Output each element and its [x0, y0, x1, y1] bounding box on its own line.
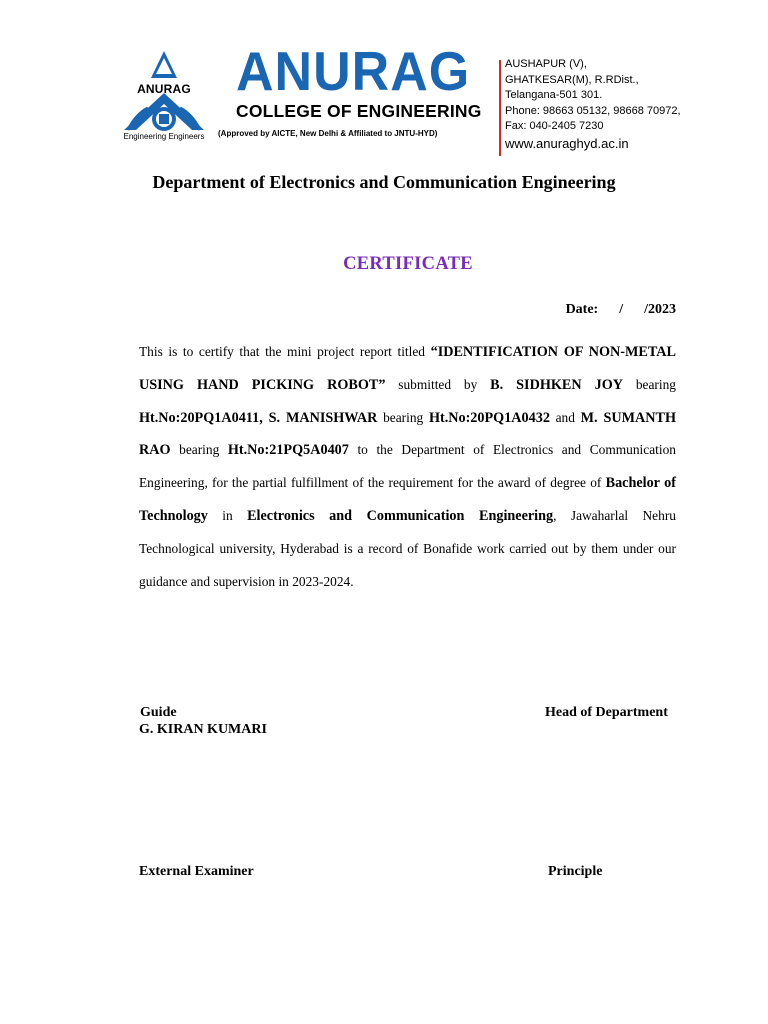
guide-label: Guide: [140, 705, 177, 720]
college-brand: [236, 41, 482, 122]
hall-ticket-number: Ht.No:20PQ1A0432: [428, 409, 550, 426]
address-line: Phone: 98663 05132, 98668 70972,: [505, 104, 681, 117]
principal-label: Principle: [548, 864, 603, 879]
college-emblem: [114, 48, 214, 144]
body-text: , Jawaharlal Nehru Technological university, Hyderabad is a record of Bonafide work carried out by them under our guidance and supervision in 2023-2024.: [139, 507, 676, 589]
address-line: AUSHAPUR (V),: [505, 58, 587, 70]
body-text: in: [207, 507, 248, 523]
hod-label: Head of Department: [545, 705, 668, 720]
body-text: bearing: [377, 409, 429, 425]
address-line: GHATKESAR(M), R.RDist.,: [505, 73, 639, 86]
certificate-title: CERTIFICATE: [343, 254, 473, 274]
body-text: bearing: [623, 376, 676, 392]
date-line: Date: / /2023: [565, 302, 676, 317]
address-line: Fax: 040-2405 7230: [505, 120, 604, 132]
department-heading: Department of Electronics and Communication Engineering: [152, 172, 616, 192]
college-subtitle: COLLEGE OF ENGINEERING: [236, 101, 482, 121]
body-text: This is to certify that the mini project report titled: [139, 344, 431, 359]
address-line: Telangana-501 301.: [505, 89, 603, 101]
hall-ticket-number: Ht.No:21PQ5A0407: [227, 442, 349, 459]
body-text: bearing: [170, 442, 228, 458]
student-name: M. SUMANTH RAO: [139, 409, 676, 459]
college-name: ANURAG: [236, 41, 471, 103]
project-title: “IDENTIFICATION OF NON-METAL USING HAND PICKING ROBOT”: [139, 344, 677, 393]
certificate-body: [139, 336, 676, 598]
body-text: and: [549, 409, 581, 425]
emblem-icon: [114, 48, 214, 144]
external-examiner-label: External Examiner: [139, 864, 254, 879]
body-text: to the Department of Electronics and Communication Engineering, for the partial fulfillment of the requirement for the award of degree of: [139, 442, 676, 491]
website-link[interactable]: www.anuraghyd.ac.in: [505, 135, 629, 151]
student-name: B. SIDHKEN JOY: [490, 376, 624, 393]
emblem-word: ANURAG: [137, 82, 191, 96]
branch-name: Electronics and Communication Engineering: [247, 507, 554, 524]
approval-note: (Approved by AICTE, New Delhi & Affiliated to JNTU-HYD): [218, 129, 438, 138]
degree-name: Bachelor of Technology: [139, 475, 676, 524]
hall-ticket-number: Ht.No:20PQ1A0411,: [139, 409, 263, 426]
header-divider: [499, 60, 501, 156]
student-name: S. MANISHWAR: [262, 409, 378, 426]
body-text: submitted by: [385, 376, 491, 392]
guide-name: G. KIRAN KUMARI: [139, 722, 267, 737]
emblem-caption: Engineering Engineers: [123, 132, 205, 141]
college-address: [505, 57, 681, 151]
